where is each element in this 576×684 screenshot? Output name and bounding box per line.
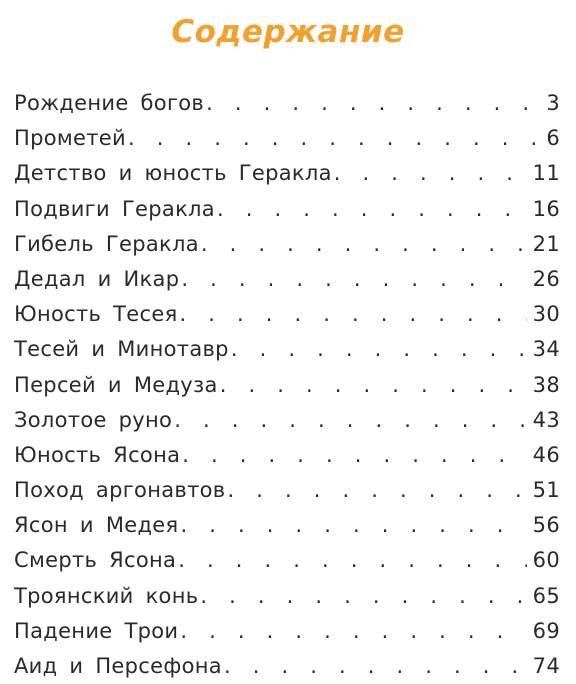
toc-entry-title: Дедал и Икар bbox=[14, 266, 180, 291]
toc-entry-page: 74 bbox=[532, 654, 560, 678]
toc-entry-page: 56 bbox=[532, 513, 560, 538]
toc-entry[interactable] bbox=[14, 262, 560, 297]
toc-entry[interactable] bbox=[14, 121, 560, 156]
dot-leader bbox=[227, 473, 526, 508]
toc-entry-title: Поход аргонавтов bbox=[14, 478, 226, 503]
toc-entry-title: Смерть Ясона bbox=[14, 548, 177, 573]
toc-entry[interactable] bbox=[14, 543, 560, 578]
toc-entry[interactable] bbox=[14, 614, 560, 649]
toc-entry[interactable] bbox=[14, 368, 560, 403]
toc-entry[interactable] bbox=[14, 86, 560, 121]
toc-entry-title: Подвиги Геракла bbox=[14, 196, 215, 221]
toc-entry[interactable] bbox=[14, 403, 560, 438]
dot-leader bbox=[334, 156, 527, 191]
toc-entry-page: 30 bbox=[532, 302, 560, 327]
toc-entry-page: 3 bbox=[546, 91, 560, 115]
toc-entry-page: 51 bbox=[532, 478, 560, 503]
dot-leader bbox=[231, 332, 527, 367]
toc-entry-page: 46 bbox=[532, 442, 560, 467]
toc-entry[interactable] bbox=[14, 156, 560, 191]
toc-entry-page: 6 bbox=[546, 126, 560, 151]
dot-leader bbox=[220, 368, 527, 403]
toc-entry-title: Юность Ясона bbox=[14, 442, 181, 467]
page-title: Содержание bbox=[171, 14, 405, 50]
toc-entry-page: 16 bbox=[532, 196, 560, 221]
toc-entry[interactable] bbox=[14, 508, 560, 543]
toc-entry[interactable] bbox=[14, 192, 560, 227]
toc-entry-title: Падение Трои bbox=[14, 618, 179, 643]
dot-leader bbox=[180, 614, 526, 649]
toc-entry[interactable] bbox=[14, 332, 560, 367]
toc-entry[interactable] bbox=[14, 473, 560, 508]
toc-entry[interactable] bbox=[14, 579, 560, 614]
toc-entry-page: 69 bbox=[532, 618, 560, 643]
dot-leader bbox=[174, 403, 526, 438]
dot-leader bbox=[180, 297, 527, 332]
toc-entry-page: 65 bbox=[532, 583, 560, 608]
toc-entry-title: Ясон и Медея bbox=[14, 513, 179, 538]
dot-leader bbox=[180, 508, 526, 543]
toc-entry-page: 34 bbox=[532, 337, 560, 362]
toc-entry-title: Троянский конь bbox=[14, 583, 199, 608]
toc-entry-page: 43 bbox=[532, 407, 560, 432]
toc-entry[interactable] bbox=[14, 438, 560, 473]
dot-leader bbox=[201, 227, 527, 262]
dot-leader bbox=[128, 121, 540, 156]
dot-leader bbox=[217, 192, 527, 227]
table-of-contents bbox=[14, 86, 560, 684]
toc-entry-page: 38 bbox=[532, 372, 560, 397]
toc-entry[interactable] bbox=[14, 297, 560, 332]
toc-entry-title: Рождение богов bbox=[14, 91, 205, 115]
dot-leader bbox=[181, 262, 526, 297]
toc-entry-page: 11 bbox=[532, 161, 560, 186]
dot-leader bbox=[182, 438, 526, 473]
toc-entry-title: Аид и Персефона bbox=[14, 654, 222, 678]
toc-entry[interactable] bbox=[14, 227, 560, 262]
dot-leader bbox=[200, 579, 526, 614]
toc-entry-title: Прометей bbox=[14, 126, 126, 151]
toc-entry-title: Персей и Медуза bbox=[14, 372, 218, 397]
dot-leader bbox=[206, 86, 540, 121]
toc-entry-page: 21 bbox=[532, 231, 560, 256]
dot-leader bbox=[178, 543, 526, 578]
toc-entry-title: Тесей и Минотавр bbox=[14, 337, 229, 362]
toc-entry-page: 26 bbox=[532, 266, 560, 291]
toc-entry-title: Гибель Геракла bbox=[14, 231, 199, 256]
toc-entry-title: Детство и юность Геракла bbox=[14, 161, 332, 186]
toc-entry-title: Золотое руно bbox=[14, 407, 173, 432]
toc-entry-page: 60 bbox=[532, 548, 560, 573]
toc-entry-title: Юность Тесея bbox=[14, 302, 178, 327]
